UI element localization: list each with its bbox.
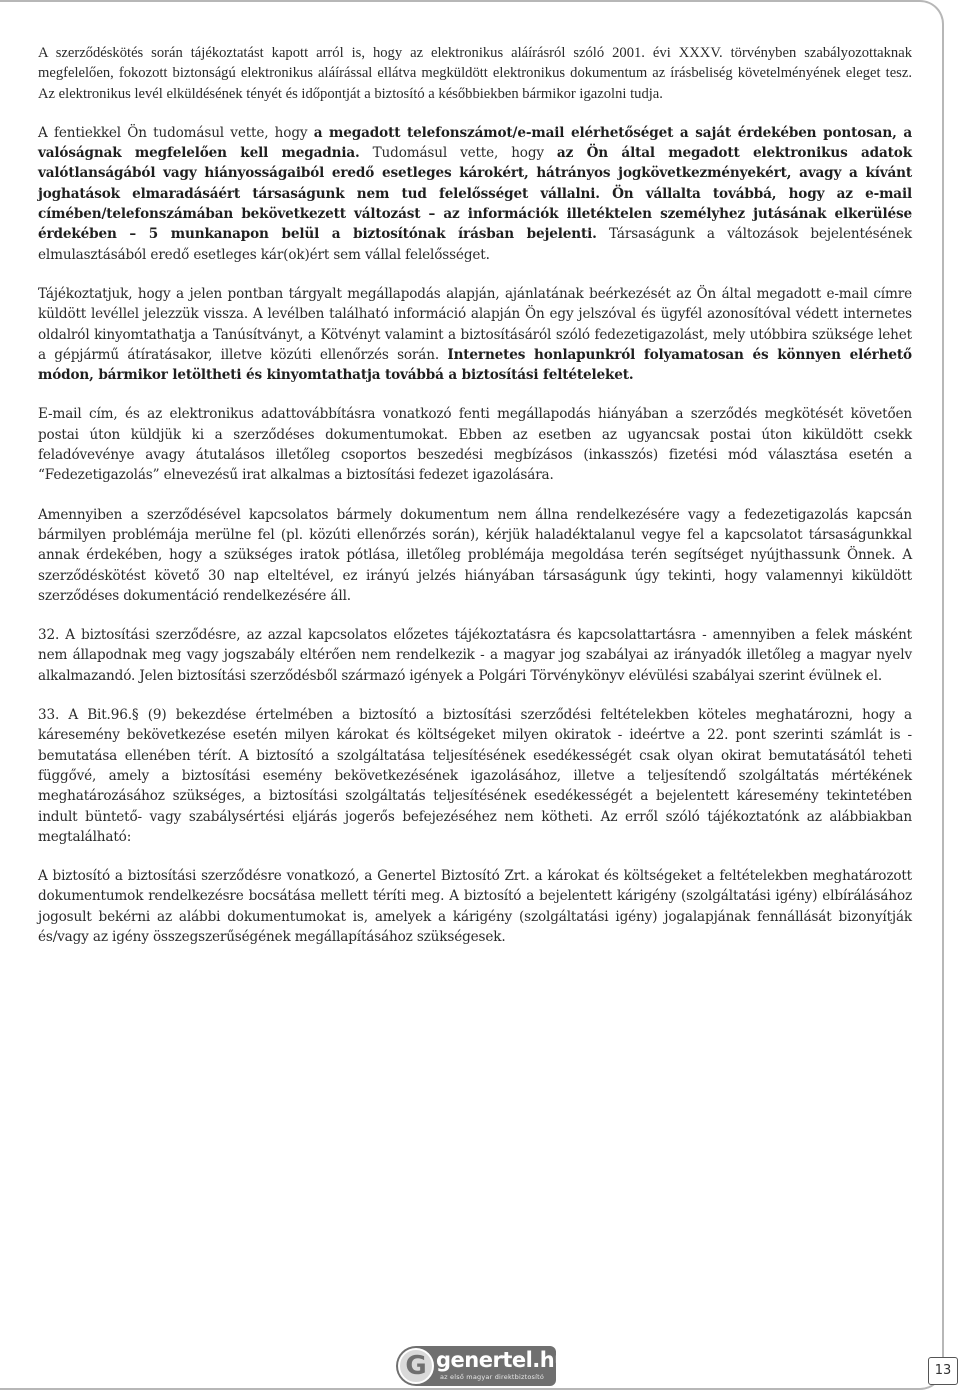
paragraph-contact-data xyxy=(38,123,912,265)
text-run: Társaságunk a változások bejelentésének elmulasztásából eredő esetleges kár(ok)ért sem vállal felelősséget. xyxy=(38,226,912,263)
text-run: A szerződéskötés során tájékoztatást kapott arról is, hogy az elektronikus aláírásról szóló 2001. évi XXXV. törvényben szabályozottaknak megfelelően, fokozott biztonságú elektronikus aláírással ellátva megküldött elektronikus dokumentum az írásbeliség követelményének eleget tesz. xyxy=(38,45,912,82)
text-run: Tájékoztatjuk, hogy a jelen pontban tárgyalt megállapodás alapján, ajánlatának beérkezését az Ön által megadott e-mail címre küldött levéllel jelezzük vissza. A levélben található információ alapján Ön egy jelszóval és ügyfél azonosítóval védett internetes oldalról kinyomtathatja a Tanúsítványt, a Kötvényt valamint a biztosításáról szóló fedezetigazolást, mely utóbbira szüksége lehet a gépjármű átíratásakor, illetve közúti ellenőrzés során. xyxy=(38,285,912,363)
bold-run: Internetes honlapunkról folyamatosan és könnyen elérhető módon, bármikor letöltheti és kinyomtathatja továbbá a biztosítási feltételeket. xyxy=(38,346,912,384)
logo-g-icon: G xyxy=(398,1348,434,1384)
paragraph-missing-documents: Amennyiben a szerződésével kapcsolatos bármely dokumentum nem állna rendelkezésére vagy a fedezetigazolás kapcsán bármilyen problémája merülne fel (pl. közúti ellenőrzés során), kérjük haladéktalanul vegye fel a kapcsolatot társaságunkkal annak érdekében, hogy a szükséges iratok pótlása, illetőleg problémája megoldása terén segítséget nyújthassunk Önnek. A szerződéskötést követő 30 nap elteltével, ez irányú jelzés hiányában társaságunk úgy tekinti, hogy valamennyi kiküldött szerződéses dokumentáció rendelkezésére áll. xyxy=(38,506,912,604)
document-body xyxy=(38,43,912,966)
paragraph-electronic-signature xyxy=(38,43,912,104)
paragraph-section-33: 33. A Bit.96.§ (9) bekezdése értelmében a biztosító a biztosítási szerződési feltételekben köteles meghatározni, hogy a káresemény bekövetkezése esetén milyen károkat és költségeket milyen okiratok - ideértve a 22. pont szerinti számlát is - bemutatása ellenében térít. A biztosító a szolgáltatása teljesítésének esedékességét csak olyan okirat bemutatásától teheti függővé, amely a biztosítási esemény bekövetkezésének igazolásához, illetve a teljesítendő szolgáltatás mértékének meghatározásához szükséges, a biztosítási szolgáltatás teljesítésének esedékességét a bejelentett káresemény tekintetében indult büntető- vagy szabálysértési eljárás jogerős befejezéséhez nem kötheti. Az erről szóló tájékoztatónk az alábbiakban megtalálható: xyxy=(38,707,912,845)
paragraph-postal-delivery: E-mail cím, és az elektronikus adattovábbításra vonatkozó fenti megállapodás hiányában a szerződés megkötését követően postai úton küldjük ki a szerződéses dokumentumokat. Ebben az esetben az ugyancsak postai úton kiküldött csekk feladóvevénye avagy átutalásos illetőleg csoportos beszedési megbízásos (inkasszós) fizetési mód választása esetén a “Fedezetigazolás” elnevezésű irat alkalmas a biztosítási fedezet igazolására. xyxy=(38,406,912,484)
bold-run: a megadott telefonszámot/e-mail elérhetőséget a saját érdekében pontosan, a valóságnak megfelelően kell megadnia. xyxy=(38,124,913,162)
text-run: A fentiekkel Ön tudomásul vette, hogy xyxy=(38,124,314,141)
text-run: Tudomásul vette, hogy xyxy=(359,145,557,162)
page-number: 13 xyxy=(928,1357,958,1385)
bold-run: az Ön által megadott elektronikus adatok valótlanságából vagy hiányosságaiból eredő esetleges károkért, hátrányos jogkövetkezményekért, avagy a kívánt joghatások elmaradásáért társaságunk nem tud felelősséget vállalni. Ön vállalta továbbá, hogy az e-mail címében/telefonszámában bekövetkezett változást – az információk illetéktelen személyhez jutásának elkerülése érdekében – 5 munkanapon belül a biztosítónak írásban bejelenti. xyxy=(38,145,912,243)
genertel-logo xyxy=(396,1346,569,1386)
logo-tagline: az első magyar direktbiztosító xyxy=(440,1373,545,1381)
text-run: Az elektronikus levél elküldésének tényét és időpontját a biztosító a későbbiekben bármikor igazolni tudja. xyxy=(38,85,663,102)
paragraph-email-confirmation xyxy=(38,284,912,385)
paragraph-section-32: 32. A biztosítási szerződésre, az azzal kapcsolatos előzetes tájékoztatásra és kapcsolattartásra - amennyiben a felek másként nem állapodnak meg vagy jogszabály eltérően nem rendelkezik - a magyar jog szabályai az irányadók illetőleg a magyar nyelv alkalmazandó. Jelen biztosítási szerződésből származó igények a Polgári Törvénykönyv elévülési szabályai szerint évülnek el. xyxy=(38,627,912,684)
paragraph-claims-documents: A biztosító a biztosítási szerződésre vonatkozó, a Genertel Biztosító Zrt. a károkat és költségeket a feltételekben meghatározott dokumentumok rendelkezésre bocsátása mellett téríti meg. A biztosító a bejelentett kárigény (szolgáltatási igény) elbírálásához jogosult bekérni az alábbi dokumentumokat is, amelyek a kárigény (szolgáltatási igény) jogalapjának fennállását bizonyítják és/vagy az igény összegszerűségének megállapításához szükségesek. xyxy=(38,868,912,945)
logo-text: genertel.hu xyxy=(436,1348,569,1372)
